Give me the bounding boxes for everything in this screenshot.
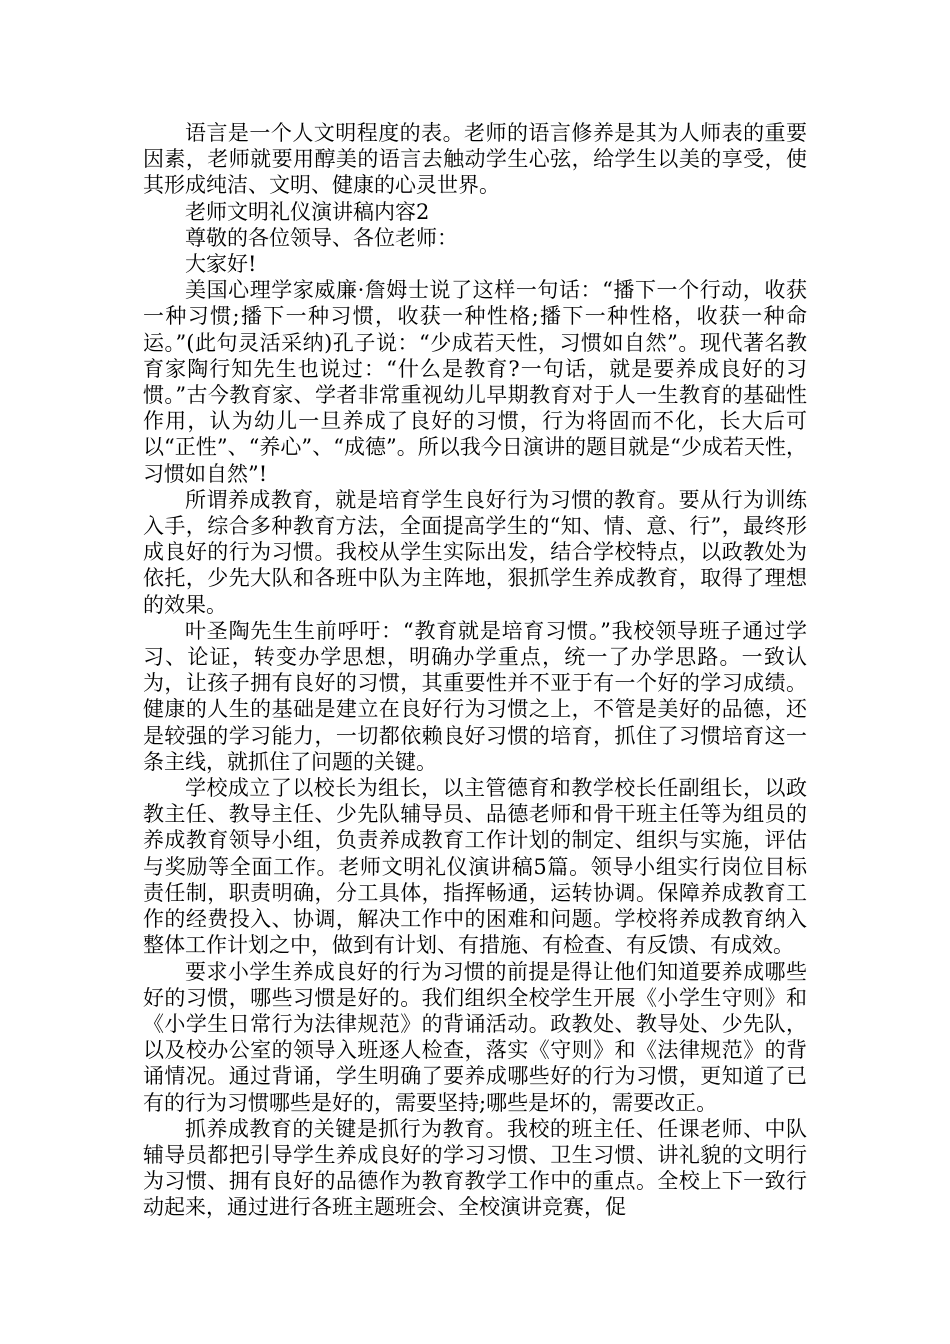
paragraph-intro-language: 语言是一个人文明程度的表。老师的语言修养是其为人师表的重要因素，老师就要用醇美的语言去触动学生心弦，给学生以美的享受，使其形成纯洁、文明、健康的心灵世界。: [143, 121, 807, 198]
section-title: 老师文明礼仪演讲稿内容2: [185, 199, 430, 224]
paragraph-habit-education: 所谓养成教育，就是培育学生良好行为习惯的教育。要从行为训练入手，综合多种教育方法，全面提高学生的“知、情、意、行”，最终形成良好的行为习惯。我校从学生实际出发，结合学校特点，以政教处为依托，少先大队和各班中队为主阵地，狠抓学生养成教育，取得了理想的效果。: [143, 487, 807, 617]
salutation: 尊敬的各位领导、各位老师：: [185, 225, 458, 250]
greeting: 大家好!: [185, 252, 257, 277]
paragraph-behavior-education: 抓养成教育的关键是抓行为教育。我校的班主任、任课老师、中队辅导员都把引导学生养成良好的学习习惯、卫生习惯、讲礼貌的文明行为习惯、拥有良好的品德作为教育教学工作中的重点。全校上下一致行动起来，通过进行各班主题班会、全校演讲竞赛，促: [143, 1116, 807, 1220]
paragraph-ye-shengtao: 叶圣陶先生生前呼吁：“教育就是培育习惯。”我校领导班子通过学习、论证，转变办学思想，明确办学重点，统一了办学思路。一致认为，让孩子拥有良好的习惯，其重要性并不亚于有一个好的学习成绩。健康的人生的基础是建立在良好行为习惯之上，不管是美好的品德，还是较强的学习能力，一切都依赖良好习惯的培育，抓住了习惯培育这一条主线，就抓住了问题的关键。: [143, 618, 807, 774]
paragraph-james-quote: 美国心理学家威廉·詹姆士说了这样一句话：“播下一个行动，收获一种习惯;播下一种习惯，收获一种性格;播下一种性格，收获一种命运。”(此句灵活采纳)孔子说：“少成若天性，习惯如自然”。现代著名教育家陶行知先生也说过：“什么是教育?一句话，就是要养成良好的习惯。”古今教育家、学者非常重视幼儿早期教育对于人一生教育的基础性作用，认为幼儿一旦养成了良好的习惯，行为将固而不化，长大后可以“正性”、“养心”、“成德”。所以我今日演讲的题目就是“少成若天性，习惯如自然”!: [143, 278, 807, 486]
paragraph-leadership-group: 学校成立了以校长为组长，以主管德育和教学校长任副组长，以政教主任、教导主任、少先队辅导员、品德老师和骨干班主任等为组员的养成教育领导小组，负责养成教育工作计划的制定、组织与实施，评估与奖励等全面工作。老师文明礼仪演讲稿5篇。领导小组实行岗位目标责任制，职责明确，分工具体，指挥畅通，运转协调。保障养成教育工作的经费投入、协调，解决工作中的困难和问题。学校将养成教育纳入整体工作计划之中，做到有计划、有措施、有检查、有反馈、有成效。: [143, 776, 807, 958]
document-page: [143, 120, 807, 1221]
paragraph-rules-recitation: 要求小学生养成良好的行为习惯的前提是得让他们知道要养成哪些好的习惯，哪些习惯是好的。我们组织全校学生开展《小学生守则》和《小学生日常行为法律规范》的背诵活动。政教处、教导处、少先队，以及校办公室的领导入班逐人检查，落实《守则》和《法律规范》的背诵情况。通过背诵，学生明确了要养成哪些好的行为习惯，更知道了已有的行为习惯哪些是好的，需要坚持;哪些是坏的，需要改正。: [143, 959, 807, 1115]
